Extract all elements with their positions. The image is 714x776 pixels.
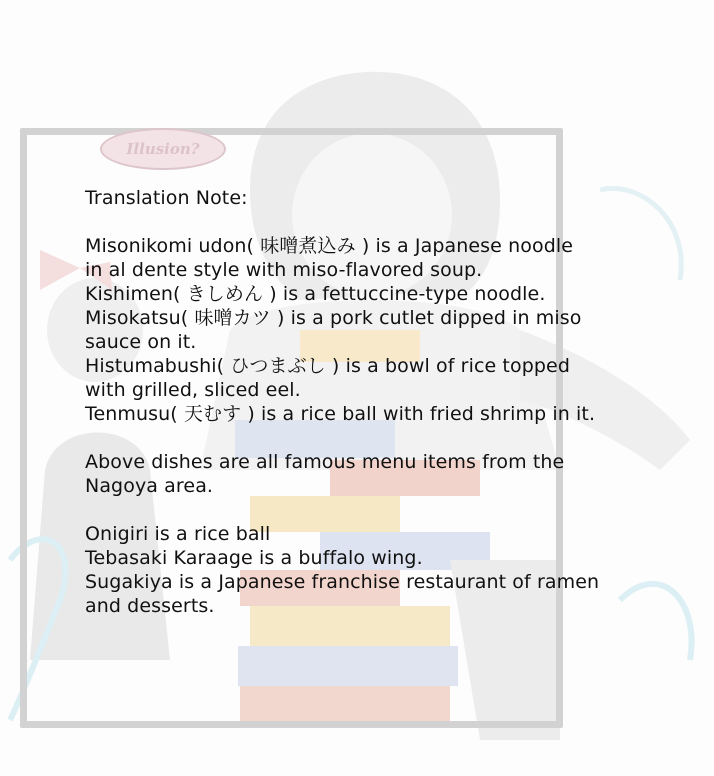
spacer [85, 498, 685, 522]
translation-note [85, 186, 685, 618]
note-line: Histumabushi( ひつまぶし ) is a bowl of rice topped [85, 355, 570, 377]
note-line: Kishimen( きしめん ) is a fettuccine-type noodle. [85, 283, 546, 305]
note-line: Above dishes are all famous menu items from the [85, 451, 565, 473]
note-heading: Translation Note: [85, 187, 248, 209]
bubble-text: Illusion? [126, 140, 200, 158]
spacer [85, 426, 685, 450]
note-line: and desserts. [85, 595, 215, 617]
speech-bubble [100, 128, 226, 170]
note-line: Onigiri is a rice ball [85, 523, 271, 545]
note-line: Misonikomi udon( 味噌煮込み ) is a Japanese noodle [85, 235, 574, 257]
note-line: Tebasaki Karaage is a buffalo wing. [85, 547, 423, 569]
note-line: sauce on it. [85, 331, 197, 353]
note-line: Sugakiya is a Japanese franchise restaurant of ramen [85, 571, 600, 593]
note-line: Nagoya area. [85, 475, 214, 497]
spacer [85, 210, 685, 234]
note-line: with grilled, sliced eel. [85, 379, 301, 401]
note-line: Tenmusu( 天むす ) is a rice ball with fried shrimp in it. [85, 403, 596, 425]
note-line: in al dente style with miso-flavored soup. [85, 259, 483, 281]
note-line: Misokatsu( 味噌カツ ) is a pork cutlet dipped in miso [85, 307, 582, 329]
